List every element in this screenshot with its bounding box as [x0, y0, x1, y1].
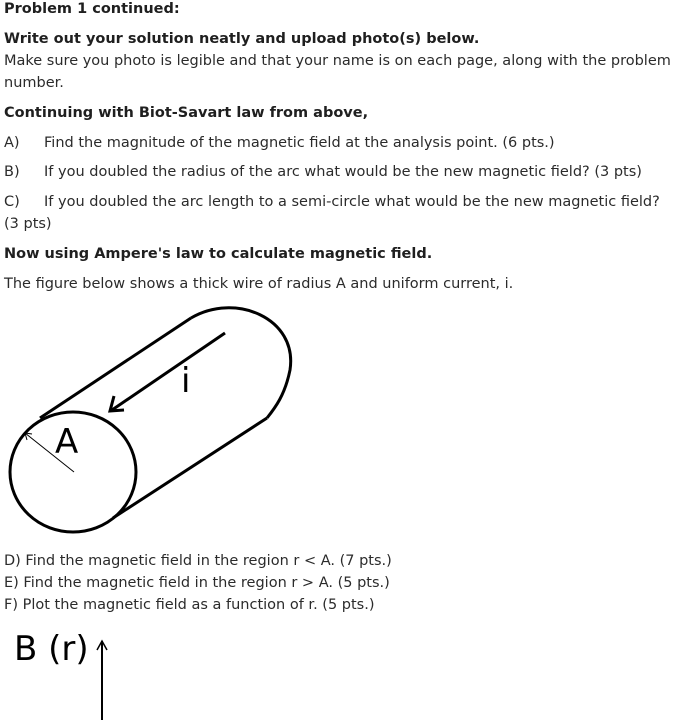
question-c-text: If you doubled the arc length to a semi-circle what would be the new magnetic field? — [44, 194, 660, 210]
question-c-label: C) — [4, 194, 20, 210]
instructions-title: Write out your solution neatly and upload photo(s) below. — [4, 31, 480, 47]
problem-heading: Problem 1 continued: — [4, 1, 180, 17]
question-b-label: B) — [4, 164, 20, 180]
current-label: i — [181, 361, 191, 401]
cylinder-wire-figure — [0, 300, 310, 540]
top-edge — [40, 318, 191, 418]
instructions-body: Make sure you photo is legible and that your name is on each page, along with the problem number. — [4, 53, 671, 91]
question-a-text: Find the magnitude of the magnetic field at the analysis point. (6 pts.) — [44, 135, 555, 151]
question-c — [4, 191, 660, 213]
question-f: F) Plot the magnetic field as a function of r. (5 pts.) — [4, 597, 375, 613]
question-a — [4, 132, 555, 154]
question-c-continuation: (3 pts) — [4, 216, 52, 232]
radius-label: A — [55, 422, 79, 462]
b-r-axis-label: B (r) — [14, 629, 89, 669]
b-of-r-plot-axes — [0, 615, 140, 720]
back-arc — [191, 308, 291, 418]
biot-savart-heading: Continuing with Biot-Savart law from above, — [4, 105, 369, 121]
current-arrow — [112, 333, 225, 410]
question-b — [4, 161, 642, 183]
ampere-heading: Now using Ampere's law to calculate magnetic field. — [4, 246, 433, 262]
question-e: E) Find the magnetic field in the region r > A. (5 pts.) — [4, 575, 390, 591]
question-b-text: If you doubled the radius of the arc what would be the new magnetic field? (3 pts) — [44, 164, 642, 180]
question-a-label: A) — [4, 135, 20, 151]
question-d: D) Find the magnetic field in the region r < A. (7 pts.) — [4, 553, 392, 569]
ampere-description: The figure below shows a thick wire of radius A and uniform current, i. — [4, 276, 514, 292]
